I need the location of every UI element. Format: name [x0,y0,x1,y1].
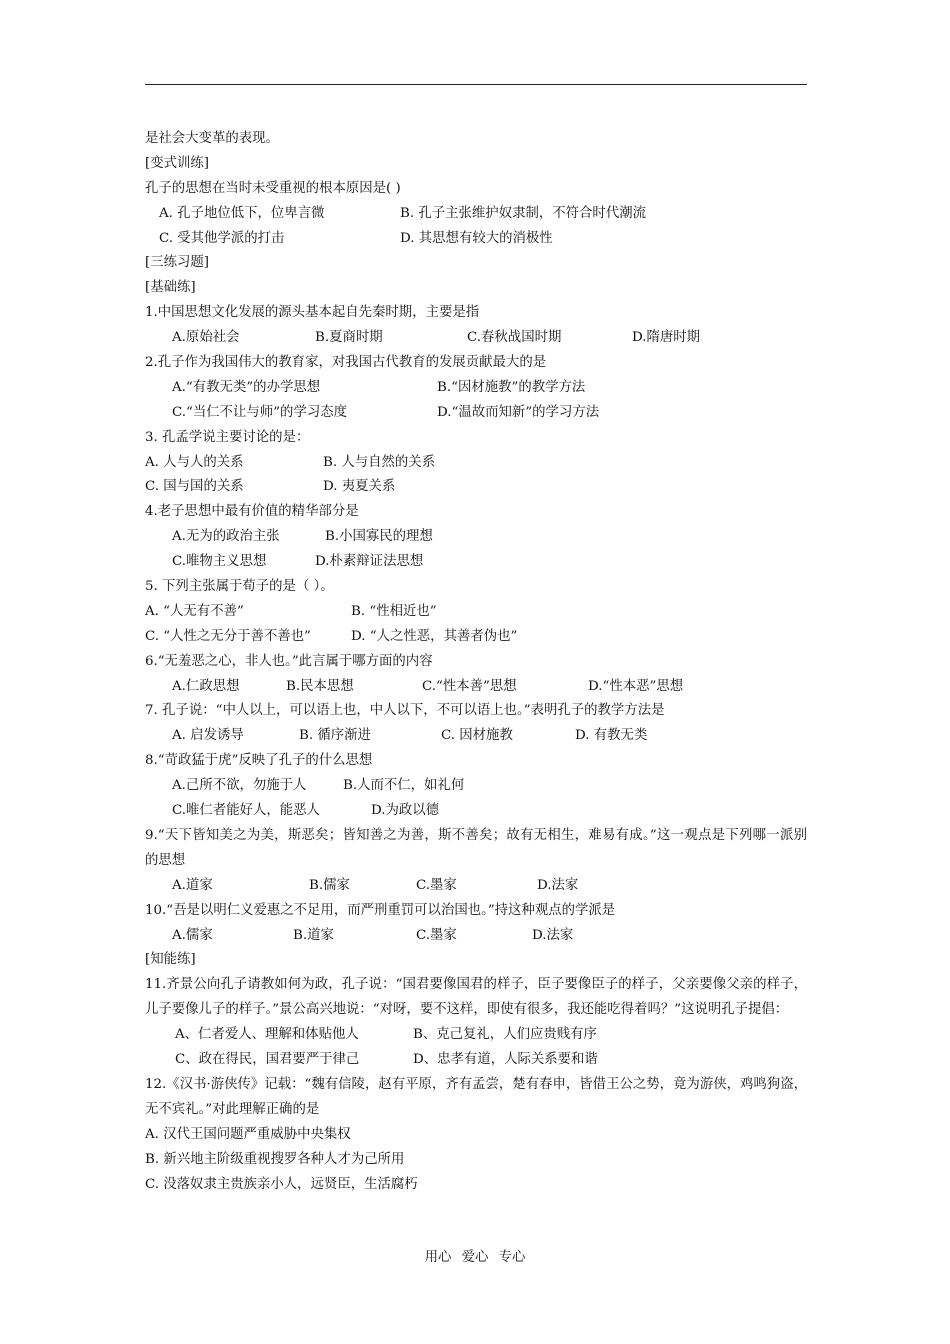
option-row [145,401,807,426]
page-footer: 用心 爱心 专心 [424,1250,526,1265]
option-a: A. “人无有不善” [145,603,244,619]
option-c: C. 因材施教 [441,728,513,744]
option-d: D、忠孝有道，人际关系要和谐 [413,1052,598,1068]
option-b: B.夏商时期 [315,330,383,346]
question-stem: 9.“天下皆知美之为美，斯恶矣；皆知善之为善，斯不善矣；故有无相生，难易有成。”这一观点是下列哪一派别的思想 [145,827,807,868]
page-content [145,127,807,1197]
option-a: A.儒家 [172,927,213,943]
option-row [145,451,807,476]
option-row [145,525,807,550]
option-a: A、仁者爱人、理解和体贴他人 [175,1027,359,1043]
question-stem: 8.“苛政猛于虎”反映了孔子的什么思想 [145,753,373,769]
option-d: D.法家 [537,877,579,893]
option-b: B. “性相近也” [351,603,437,619]
question-stem: 5. 下列主张属于荀子的是（ ）。 [145,579,334,595]
option-row [145,326,807,351]
option-a: A. 孔子地位低下，位卑言微 [159,205,325,221]
question-stem: 7. 孔子说：“中人以上，可以语上也，中人以下，不可以语上也。”表明孔子的教学方法是 [145,703,665,719]
option-b: B.民本思想 [286,678,354,694]
option-row [145,227,807,252]
option-d: D. 有教无类 [575,728,648,744]
option-row [145,475,807,500]
option-d: D. “人之性恶，其善者伪也” [351,628,518,644]
option-c: C.春秋战国时期 [467,330,562,346]
option-c: C.“性本善”思想 [422,678,517,694]
option-a: A. 启发诱导 [172,728,244,744]
option-a: A.原始社会 [172,330,240,346]
option-a: A.“有教无类”的办学思想 [172,379,321,395]
option-c: C.唯物主义思想 [172,554,267,570]
question-stem: 2.孔子作为我国伟大的教育家，对我国古代教育的发展贡献最大的是 [145,355,547,371]
option-b: B、克己复礼，人们应贵贱有序 [413,1027,597,1043]
option-c: C. 没落奴隶主贵族亲小人，远贤臣，生活腐朽 [145,1176,418,1192]
option-b: B.道家 [293,927,334,943]
question-stem: 1.中国思想文化发展的源头基本起自先秦时期，主要是指 [145,305,480,321]
option-a: A.仁政思想 [172,678,240,694]
option-c: C. 国与国的关系 [145,479,244,495]
option-d: D.隋唐时期 [632,330,701,346]
option-b: B.人而不仁，如礼何 [343,778,465,794]
section-heading: [基础练] [145,280,196,296]
option-d: D.法家 [532,927,574,943]
option-b: B. 孔子主张维护奴隶制，不符合时代潮流 [400,205,646,221]
option-row [145,874,807,899]
option-c: C.“当仁不让与师”的学习态度 [172,404,348,420]
option-row [145,799,807,824]
question-stem: 12.《汉书·游侠传》记载：“魏有信陵，赵有平原，齐有孟尝，楚有春申，皆借王公之势，竟为游侠，鸡鸣狗盗，无不宾礼。”对此理解正确的是 [145,1076,807,1117]
option-c: C. “人性之无分于善不善也” [145,628,311,644]
option-d: D. 夷夏关系 [323,479,396,495]
option-a: A.道家 [172,877,213,893]
option-b: B. 循序渐进 [299,728,371,744]
option-row [145,724,807,749]
option-row [145,202,807,227]
option-d: D.朴素辩证法思想 [315,554,424,570]
option-d: D. 其思想有较大的消极性 [400,230,553,246]
option-row [145,550,807,575]
section-heading: [知能练] [145,952,196,968]
option-a: A. 人与人的关系 [145,454,244,470]
text-line: 是社会大变革的表现。 [145,131,279,146]
option-a: A.无为的政治主张 [172,529,280,545]
question-stem: 10.“吾是以明仁义爱惠之不足用，而严刑重罚可以治国也。”持这种观点的学派是 [145,902,616,918]
header-rule [145,84,807,85]
option-row [145,600,807,625]
option-row [145,924,807,949]
option-c: C.唯仁者能好人，能恶人 [172,803,320,819]
question-stem: 孔子的思想在当时未受重视的根本原因是( ) [145,180,401,196]
option-b: B.儒家 [309,877,350,893]
option-b: B. 新兴地主阶级重视搜罗各种人才为己所用 [145,1151,405,1167]
question-stem: 3. 孔孟学说主要讨论的是： [145,429,310,445]
option-c: C、政在得民，国君要严于律己 [175,1052,360,1068]
option-c: C.墨家 [416,877,457,893]
option-row [145,675,807,700]
option-d: D.“性本恶”思想 [588,678,684,694]
option-a: A.己所不欲，勿施于人 [172,778,307,794]
option-row [145,625,807,650]
option-b: B.小国寡民的理想 [325,529,433,545]
option-row [145,376,807,401]
option-b: B. 人与自然的关系 [323,454,436,470]
option-row [145,1023,807,1048]
option-b: B.“因材施教”的教学方法 [437,379,586,395]
option-a: A. 汉代王国问题严重威胁中央集权 [145,1126,351,1142]
section-heading: [三练习题] [145,255,210,271]
option-c: C. 受其他学派的打击 [159,230,285,246]
question-stem: 6.“无羞恶之心，非人也。”此言属于哪方面的内容 [145,653,433,669]
question-stem: 4.老子思想中最有价值的精华部分是 [145,504,359,520]
option-d: D.为政以德 [371,803,440,819]
option-d: D.“温故而知新”的学习方法 [437,404,600,420]
option-row [145,774,807,799]
question-stem: 11.齐景公向孔子请教如何为政，孔子说：“国君要像国君的样子，臣子要像臣子的样子，父亲要像父亲的样子，儿子要像儿子的样子。”景公高兴地说：“对呀，要不这样，即使有很多，我还能吃得着吗？”这说明孔子提倡： [145,977,807,1018]
option-c: C.墨家 [416,927,457,943]
option-row [145,1048,807,1073]
section-heading: [变式训练] [145,155,210,171]
